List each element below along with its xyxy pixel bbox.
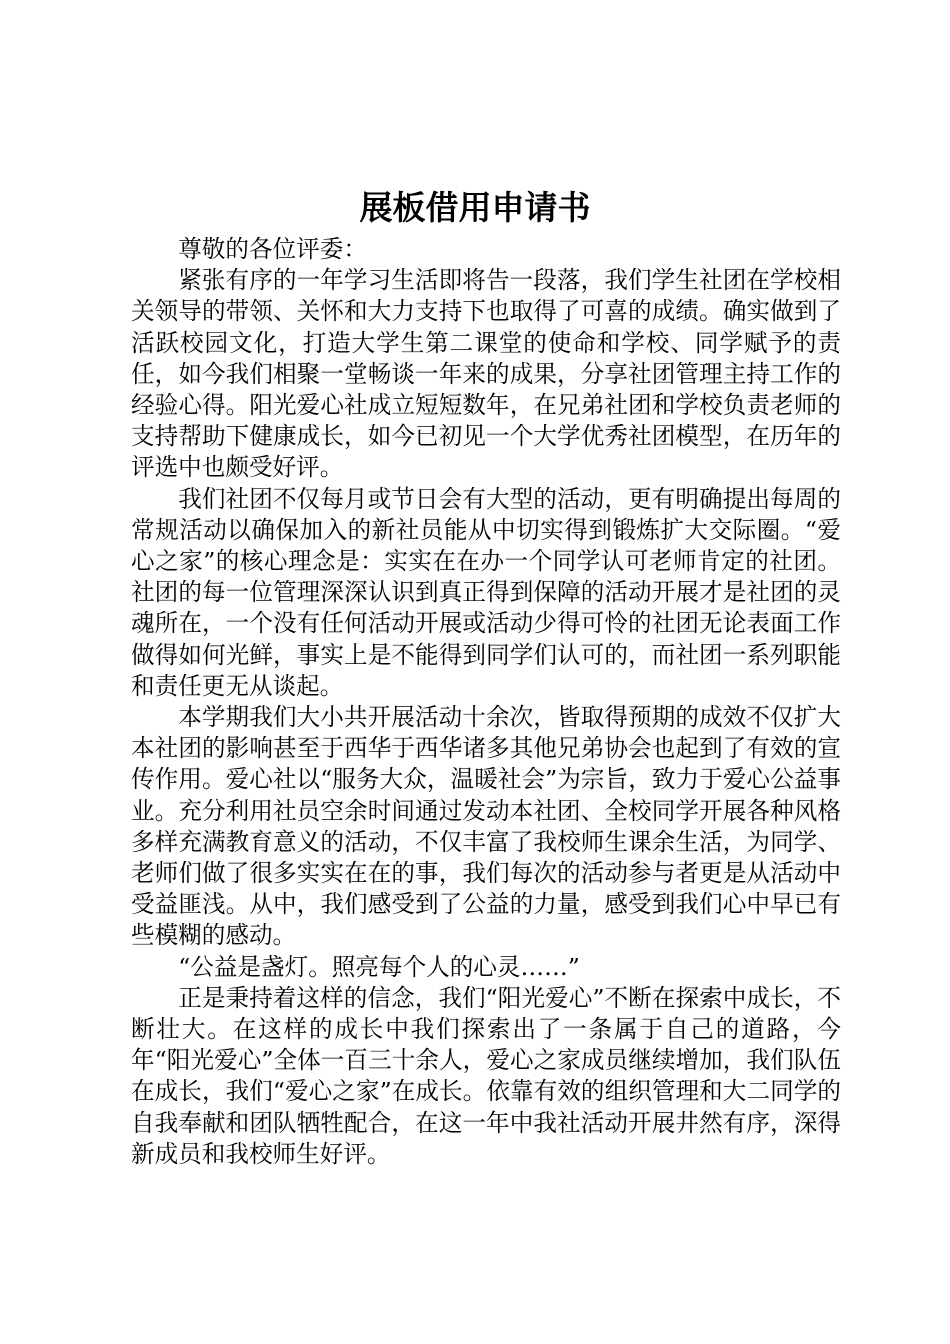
paragraph-activities: 我们社团不仅每月或节日会有大型的活动，更有明确提出每周的常规活动以确保加入的新社员能从中切实得到锻炼扩大交际圈。“爱心之家”的核心理念是：实实在在办一个同学认可老师肯定的社团。社团的每一位管理深深认识到真正得到保障的活动开展才是社团的灵魂所在，一个没有任何活动开展或活动少得可怜的社团无论表面工作做得如何光鲜，事实上是不能得到同学们认可的，而社团一系列职能和责任更无从谈起。 xyxy=(131,484,841,700)
paragraph-growth: 正是秉持着这样的信念，我们“阳光爱心”不断在探索中成长，不断壮大。在这样的成长中我们探索出了一条属于自己的道路，今年“阳光爱心”全体一百三十余人，爱心之家成员继续增加，我们队伍在成长，我们“爱心之家”在成长。依靠有效的组织管理和大二同学的自我奉献和团队牺牲配合，在这一年中我社活动开展井然有序，深得新成员和我校师生好评。 xyxy=(131,983,841,1168)
paragraph-quote: “公益是盏灯。照亮每个人的心灵……” xyxy=(178,952,580,981)
document-body xyxy=(131,234,841,1170)
salutation: 尊敬的各位评委： xyxy=(178,235,367,263)
paragraph-semester: 本学期我们大小共开展活动十余次，皆取得预期的成效不仅扩大本社团的影响甚至于西华于西华诸多其他兄弟协会也起到了有效的宣传作用。爱心社以“服务大众，温暖社会”为宗旨，致力于爱心公益事业。充分利用社员空余时间通过发动本社团、全校同学开展各种风格多样充满教育意义的活动，不仅丰富了我校师生课余生活，为同学、老师们做了很多实实在在的事，我们每次的活动参与者更是从活动中受益匪浅。从中，我们感受到了公益的力量，感受到我们心中早已有些模糊的感动。 xyxy=(131,703,841,950)
document-title: 展板借用申请书 xyxy=(359,188,591,227)
paragraph-achievements: 紧张有序的一年学习生活即将告一段落，我们学生社团在学校相关领导的带领、关怀和大力支持下也取得了可喜的成绩。确实做到了活跃校园文化，打造大学生第二课堂的使命和学校、同学赋予的责任，如今我们相聚一堂畅谈一年来的成果，分享社团管理主持工作的经验心得。阳光爱心社成立短短数年，在兄弟社团和学校负责老师的支持帮助下健康成长，如今已初见一个大学优秀社团模型，在历年的评选中也颇受好评。 xyxy=(131,266,841,482)
